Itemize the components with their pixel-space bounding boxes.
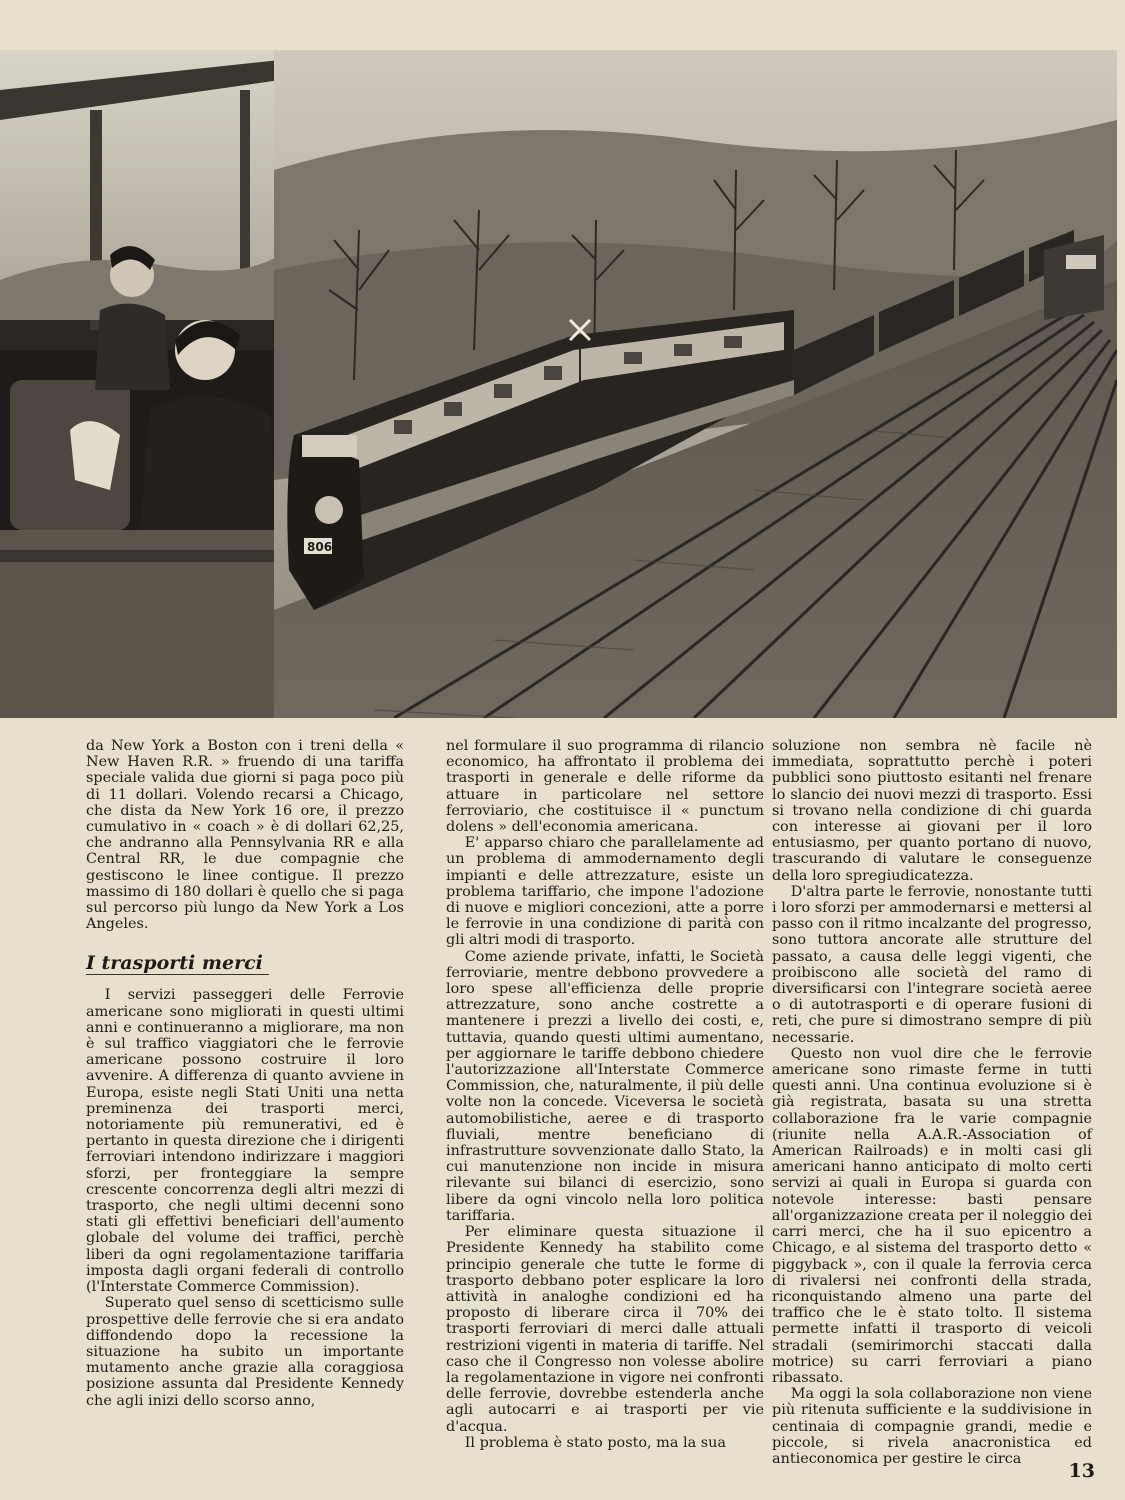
locomotive-number: 806 (307, 540, 333, 554)
text-column-3 (772, 738, 1092, 1467)
photo-passengers (0, 50, 280, 718)
photo-passengers-icon (0, 50, 280, 718)
text-column-1 (86, 738, 404, 1409)
paragraph: Questo non vuol dire che le ferrovie americane sono rimaste ferme in tutti questi anni. Una continua evoluzione si è già registrata, basata su una stretta collaborazione fra le varie compagnie (riunite nella A.A.R.-Association of American Railroads) e in molti casi gli americani hanno anticipato di molto certi servizi ai quali in Europa si guarda con notevole interesse: basti pensare all'organizzazione creata per il noleggio dei carri merci, che ha il suo epicentro a Chicago, e al sistema del trasporto detto « piggyback », con il quale la ferrovia cerca di rivalersi nei confronti della strada, riconquistando almeno una parte del traffico che le è stato tolto. Il sistema permette infatti il trasporto di veicoli stradali (semirimorchi staccati dalla motrice) su carri ferroviari a piano ribassato. (772, 1045, 1092, 1386)
photo-train-icon (274, 50, 1117, 718)
paragraph: Ma oggi la sola collaborazione non viene più ritenuta sufficiente e la suddivisione in centinaia di compagnie grandi, medie e piccole, si rivela anacronistica ed antieconomica per gestire le circa (772, 1386, 1092, 1467)
section-heading: I trasporti merci (86, 952, 269, 975)
page-number: 13 (1068, 1460, 1095, 1482)
paragraph: Per eliminare questa situazione il Presidente Kennedy ha stabilito come principio generale che tutte le forme di trasporto debbano poter esplicare la loro attività in analoghe condizioni ed ha proposto di liberare circa il 70% dei trasporti ferroviari di merci dalle attuali restrizioni vigenti in materia di tariffe. Nel caso che il Congresso non volesse abolire la regolamentazione in vigore nei confronti delle ferrovie, dovrebbe estenderla anche agli autocarri e ai trasporti per vie d'acqua. (446, 1224, 764, 1435)
paragraph: Il problema è stato posto, ma la sua (464, 1434, 726, 1451)
paragraph: D'altra parte le ferrovie, nonostante tutti i loro sforzi per ammodernarsi e mettersi al passo con il ritmo incalzante del progresso, sono tuttora ancorate alle strutture del passato, a causa delle leggi vigenti, che proibiscono alle società del ramo di diversificarsi con l'integrare società aeree o di autotrasporti e di operare fusioni di reti, che pure si dimostrano sempre di più necessarie. (772, 883, 1092, 1046)
paragraph: Superato quel senso di scetticismo sulle prospettive delle ferrovie che si era andato diffondendo dopo la recessione la situazione ha subito un importante mutamento anche grazie alla coraggiosa posizione assunta dal Presidente Kennedy che agli inizi dello scorso anno, (86, 1295, 404, 1409)
photo-train (274, 50, 1117, 718)
paragraph: da New York a Boston con i treni della « New Haven R.R. » fruendo di una tariffa speciale valida due giorni si paga poco più di 11 dollari. Volendo recarsi a Chicago, che dista da New York 16 ore, il prezzo cumulativo in « coach » è di dollari 62,25, che andranno alla Pennsylvania RR e alla Central RR, le due compagnie che gestiscono le linee contigue. Il prezzo massimo di 180 dollari è quello che si paga sul percorso più lungo da New York a Los Angeles. (86, 738, 404, 933)
paragraph: Come aziende private, infatti, le Società ferroviarie, mentre debbono provvedere a loro spese all'efficienza delle proprie attrezzature, sono anche costrette a mantenere i prezzi a livello dei costi, e, tuttavia, quando questi ultimi aumentano, per aggiornare le tariffe debbono chiedere l'autorizzazione all'Interstate Commerce Commission, che, naturalmente, il più delle volte non la concede. Viceversa le società automobilistiche, aeree e di trasporto fluviali, mentre beneficiano di infrastrutture sovvenzionate dallo Stato, la cui manutenzione non incide in misura rilevante sui bilanci di esercizio, sono libere da ogni vincolo nella loro politica tariffaria. (446, 948, 764, 1224)
paragraph: soluzione non sembra nè facile nè immediata, soprattutto perchè i poteri pubblici sono piuttosto esitanti nel frenare lo slancio dei nuovi mezzi di trasporto. Essi si trovano nella condizione di chi guarda con interesse ai giovani per il loro entusiasmo, per quanto portano di nuovo, trascurando di valutare le conseguenze della loro spregiudicatezza. (772, 738, 1092, 884)
paragraph: nel formulare il suo programma di rilancio economico, ha affrontato il problema dei trasporti in generale e delle riforme da attuare in particolare nel settore ferroviario, che costituisce il « punctum dolens » dell'economia americana. (446, 738, 764, 836)
text-column-2 (446, 738, 764, 1451)
paragraph: I servizi passeggeri delle Ferrovie americane sono migliorati in questi ultimi anni e continueranno a migliorare, ma non è sul traffico viaggiatori che le ferrovie americane possono costruire il loro avvenire. A differenza di quanto avviene in Europa, esiste negli Stati Uniti una netta preminenza dei trasporti merci, notoriamente più remunerativi, ed è pertanto in questa direzione che i dirigenti ferroviari intendono indirizzare i maggiori sforzi, per fronteggiare la sempre crescente concorrenza degli altri mezzi di trasporto, che negli ultimi decenni sono stati gli effettivi beneficiari dell'aumento globale del volume dei traffici, perchè liberi da ogni regolamentazione tariffaria imposta dagli organi federali di controllo (l'Interstate Commerce Commission). (86, 987, 404, 1296)
paragraph: E' apparso chiaro che parallelamente ad un problema di ammodernamento degli impianti e delle attrezzature, esiste un problema tariffario, che impone l'adozione di nuove e migliori concezioni, atte a porre le ferrovie in una condizione di parità con gli altri modi di trasporto. (446, 835, 764, 949)
